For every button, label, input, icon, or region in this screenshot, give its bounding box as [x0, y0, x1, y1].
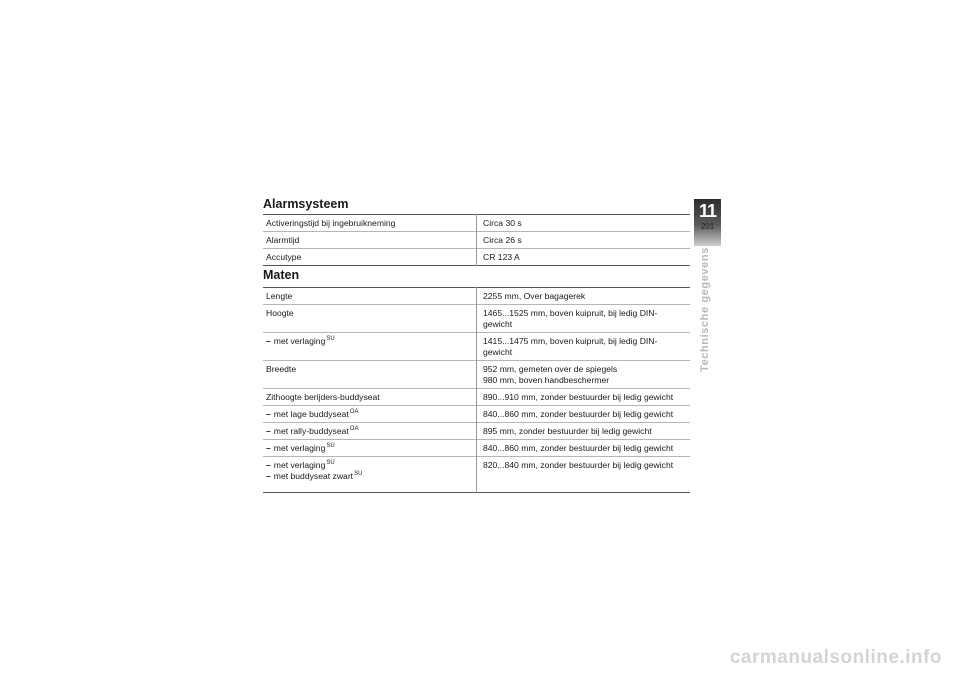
alarm-spec-table: [263, 214, 690, 266]
row-label: [263, 457, 477, 493]
chapter-tab: [694, 199, 721, 246]
table-row: [263, 389, 690, 406]
dash-marker: –: [266, 336, 271, 346]
row-value: 1415...1475 mm, boven kuipruit, bij ledig DIN-gewicht: [483, 336, 658, 357]
table-row: [263, 457, 690, 493]
row-label: [263, 333, 477, 361]
row-label: Accutype: [263, 249, 477, 266]
row-value: 1465...1525 mm, boven kuipruit, bij ledig DIN-gewicht: [483, 308, 658, 329]
label-text: met verlaging: [273, 460, 326, 470]
label-text: met verlaging: [273, 443, 326, 453]
row-value: 2255 mm, Over bagagerek: [483, 291, 586, 301]
label-line: [266, 471, 472, 482]
value-line: 980 mm, boven handbeschermer: [483, 375, 610, 385]
row-value: 895 mm, zonder bestuurder bij ledig gewicht: [483, 426, 652, 436]
table-row: [263, 215, 690, 232]
table-row: [263, 305, 690, 333]
row-value: 840...860 mm, zonder bestuurder bij ledig gewicht: [483, 443, 674, 453]
dash-marker: –: [266, 443, 271, 453]
chapter-side-title: Technische gegevens: [699, 247, 711, 372]
row-label: [263, 440, 477, 457]
row-value: [477, 361, 691, 389]
row-value: 820...840 mm, zonder bestuurder bij ledig gewicht: [483, 460, 674, 470]
label-text: met rally-buddyseat: [273, 426, 349, 436]
option-code: SU: [326, 460, 335, 466]
label-text: met lage buddyseat: [273, 409, 349, 419]
label-line: [266, 460, 472, 471]
dash-marker: –: [266, 409, 271, 419]
table-row: [263, 249, 690, 266]
table-row: [263, 288, 690, 305]
dash-marker: –: [266, 426, 271, 436]
row-label: Breedte: [263, 361, 477, 389]
table-row: [263, 423, 690, 440]
watermark: carmanualsonline.info: [729, 647, 942, 668]
table-row: [263, 333, 690, 361]
row-value: CR 123 A: [483, 252, 520, 262]
option-code: SU: [326, 443, 335, 449]
row-value: 840...860 mm, zonder bestuurder bij ledig gewicht: [483, 409, 674, 419]
row-label: Hoogte: [263, 305, 477, 333]
option-code: SU: [326, 336, 335, 342]
dimensions-section-title: Maten: [263, 268, 300, 282]
option-code: OA: [349, 426, 359, 432]
table-row: [263, 406, 690, 423]
row-value: Circa 26 s: [483, 235, 522, 245]
table-row: [263, 232, 690, 249]
row-value: 890...910 mm, zonder bestuurder bij ledig gewicht: [483, 392, 674, 402]
label-text: met verlaging: [273, 336, 326, 346]
table-row: [263, 440, 690, 457]
value-line: 952 mm, gemeten over de spiegels: [483, 364, 618, 374]
label-text: met buddyseat zwart: [273, 471, 354, 481]
row-label: Activeringstijd bij ingebruikneming: [263, 215, 477, 232]
row-label: Alarmtijd: [263, 232, 477, 249]
option-code: OA: [349, 409, 359, 415]
row-label: [263, 406, 477, 423]
dash-marker: –: [266, 460, 271, 470]
page-number: 201: [700, 222, 715, 231]
dimensions-spec-table: [263, 287, 690, 493]
alarm-section-title: Alarmsysteem: [263, 197, 349, 211]
row-label: [263, 423, 477, 440]
dash-marker: –: [266, 471, 271, 481]
option-code: SU: [354, 471, 363, 477]
table-row: [263, 361, 690, 389]
row-label: Zithoogte berijders-buddyseat: [263, 389, 477, 406]
row-value: Circa 30 s: [483, 218, 522, 228]
chapter-number: 11: [698, 201, 717, 221]
row-label: Lengte: [263, 288, 477, 305]
